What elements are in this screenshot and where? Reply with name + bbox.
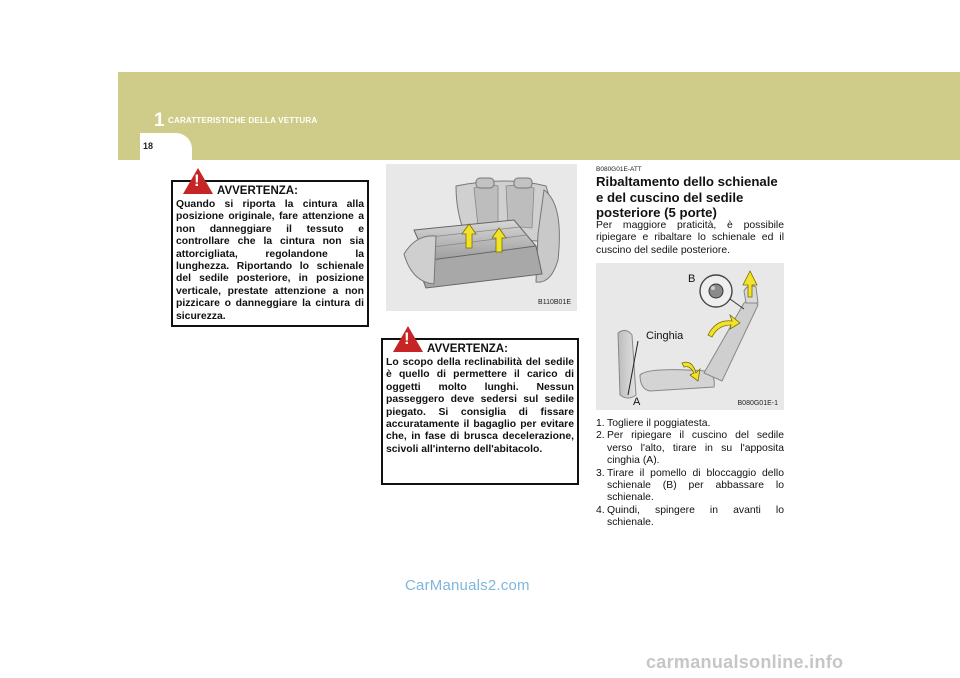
step-number: 2. [596,430,605,442]
label-cinghia: Cinghia [646,330,684,342]
warning-text: Lo scopo della reclinabilità del sedile è quello di permettere il carico di oggetti molto lunghi. Nessun passeggero deve sedersi sul sedile piegato. Si consiglia di fissare accuratamente il bagaglio per evitare che, in fase di brusca decelerazione, scivoli all'interno dell'abitacolo. [386,357,574,455]
header-band [118,72,960,160]
label-a: A [633,396,641,408]
step-text: Quindi, spingere in avanti lo schienale. [607,504,784,529]
warning-box-recline [381,329,579,485]
step-item [596,468,784,505]
warning-text: Quando si riporta la cintura alla posizione originale, fare attenzione a non danneggiare il tessuto e controllare che la cintura non sia attorcigliata, regolandone la lunghezza. Riportando lo schienale del sedile posteriore, in posizione verticale, prestate attenzione a non pizzicare o danneggiare la cintura di sicurezza. [176,199,364,322]
step-number: 1. [596,418,605,429]
watermark-carmanualsonline[interactable]: carmanualsonline.info [646,652,844,672]
warning-exclamation: ! [194,171,200,190]
section-code: B080G01E-ATT [596,166,642,173]
step-item [596,505,784,530]
figure-code: B080G01E-1 [737,400,778,407]
page-number: 18 [143,141,154,151]
seat-folding-illustration [596,263,784,410]
section-intro: Per maggiore praticità, è possibile ripiegare e ribaltare lo schienale ed il cuscino del sedile posteriore. [596,220,784,256]
warning-exclamation: ! [404,329,410,348]
step-number: 4. [596,504,605,516]
step-item [596,430,784,467]
warning-title: AVVERTENZA: [217,185,298,197]
step-text: Per ripiegare il cuscino del sedile verso l'alto, tirare in su l'apposita cinghia (A). [607,430,784,467]
section-title: Ribaltamento dello schienale e del cuscino del sedile posteriore (5 porte) [596,174,778,220]
step-number: 3. [596,467,605,479]
chapter-number: 1 [154,110,165,131]
label-b: B [688,273,696,285]
step-text: Tirare il pomello di bloccaggio dello schienale (B) per abbassare lo schienale. [607,467,784,504]
steps-list [596,418,784,530]
step-text: Togliere il poggiatesta. [607,418,711,429]
warning-title: AVVERTENZA: [427,343,508,355]
step-item [596,418,784,430]
watermark-carmanuals2[interactable]: CarManuals2.com [405,577,530,594]
figure-folded-seat [386,164,577,311]
figure-seat-folding [596,263,784,410]
warning-box-belt [171,171,369,327]
chapter-title: CARATTERISTICHE DELLA VETTURA [168,116,318,125]
folded-seat-illustration [386,164,577,311]
figure-code: B110B01E [538,299,571,306]
